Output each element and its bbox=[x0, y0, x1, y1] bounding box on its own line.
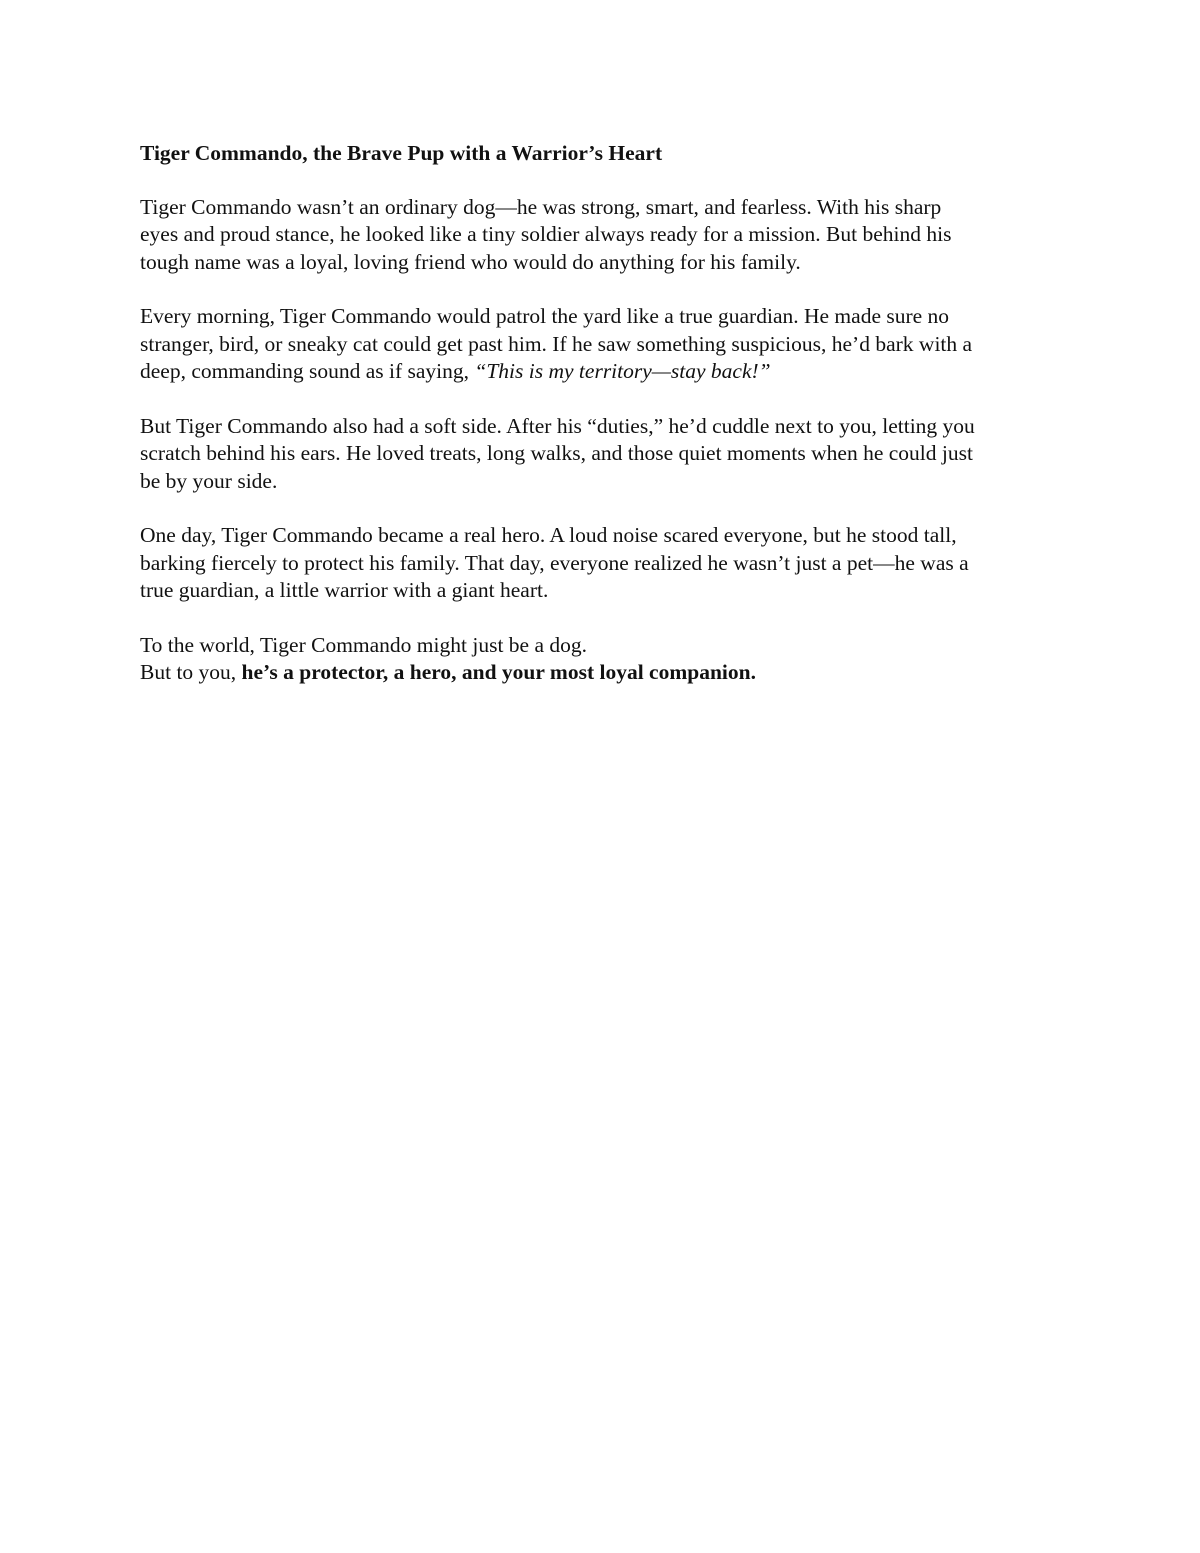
closing-bold-text: he’s a protector, a hero, and your most loyal companion. bbox=[241, 660, 756, 684]
document-title: Tiger Commando, the Brave Pup with a Warrior’s Heart bbox=[140, 141, 663, 165]
closing-line-2 bbox=[140, 659, 1070, 687]
paragraph-3 bbox=[140, 413, 1070, 496]
paragraph-line: eyes and proud stance, he looked like a tiny soldier always ready for a mission. But behind his bbox=[140, 222, 952, 246]
paragraph-line: true guardian, a little warrior with a giant heart. bbox=[140, 578, 549, 602]
paragraph-1 bbox=[140, 194, 1070, 277]
paragraph-line: be by your side. bbox=[140, 468, 278, 493]
paragraph-line: One day, Tiger Commando became a real hero. A loud noise scared everyone, but he stood tall, bbox=[140, 523, 957, 547]
closing-paragraph bbox=[140, 632, 1070, 687]
paragraph-line: stranger, bird, or sneaky cat could get past him. If he saw something suspicious, he’d bark with a bbox=[140, 331, 973, 356]
paragraph-line-with-quote bbox=[140, 358, 1070, 386]
italic-quote: “This is my territory—stay back!” bbox=[474, 359, 771, 383]
paragraph-line: barking fiercely to protect his family. That day, everyone realized he wasn’t just a pet—he was a bbox=[140, 550, 969, 575]
paragraph-4 bbox=[140, 522, 1070, 605]
paragraph-text: deep, commanding sound as if saying, bbox=[140, 359, 475, 383]
paragraph-line: Tiger Commando wasn’t an ordinary dog—he was strong, smart, and fearless. With his sharp bbox=[140, 194, 942, 219]
paragraph-line: tough name was a loyal, loving friend who would do anything for his family. bbox=[140, 249, 801, 274]
paragraph-2 bbox=[140, 303, 1070, 386]
document-page bbox=[140, 140, 1070, 714]
paragraph-line: Every morning, Tiger Commando would patrol the yard like a true guardian. He made sure no bbox=[140, 304, 950, 328]
closing-line-1: To the world, Tiger Commando might just be a dog. bbox=[140, 632, 587, 657]
paragraph-line: But Tiger Commando also had a soft side. After his “duties,” he’d cuddle next to you, letting you bbox=[140, 413, 975, 438]
paragraph-line: scratch behind his ears. He loved treats, long walks, and those quiet moments when he could just bbox=[140, 441, 973, 465]
closing-prefix: But to you, bbox=[140, 660, 242, 684]
